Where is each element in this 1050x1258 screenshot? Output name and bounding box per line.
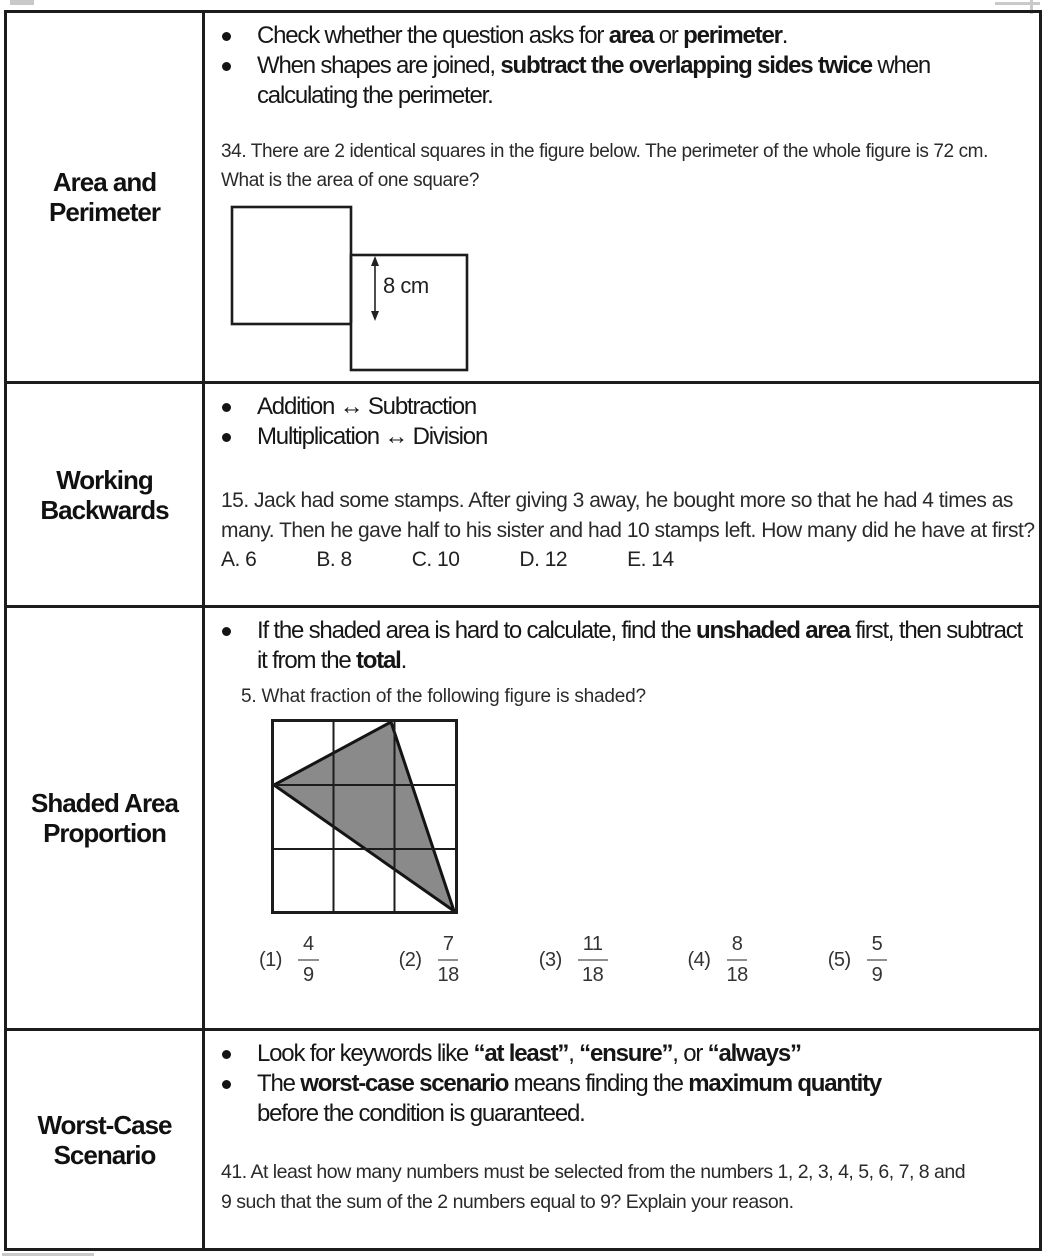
numerator: 7 bbox=[438, 933, 459, 961]
tip-text-bold: “ensure” bbox=[579, 1040, 673, 1067]
tip-text-bold: maximum quantity bbox=[688, 1070, 882, 1097]
tip-text-bold: perimeter bbox=[683, 22, 782, 49]
option-label: (5) bbox=[827, 948, 851, 971]
tip-text: when calculating the perimeter. bbox=[257, 52, 930, 109]
option-4 bbox=[688, 933, 748, 987]
tip-text: Look for keywords like bbox=[257, 1040, 474, 1067]
fraction bbox=[867, 933, 888, 987]
tip-text: . bbox=[781, 22, 788, 49]
tip-text: means finding the bbox=[508, 1070, 689, 1097]
row-label-worst-case bbox=[7, 1028, 205, 1248]
tip-text: If the shaded area is hard to calculate, find the bbox=[257, 617, 696, 644]
tip-text: or bbox=[653, 22, 684, 49]
scan-artifact bbox=[10, 0, 34, 5]
choice-a: A. 6 bbox=[221, 548, 257, 571]
row-content-area-perimeter bbox=[205, 13, 1039, 381]
option-1 bbox=[259, 933, 319, 987]
row-content-worst-case bbox=[205, 1028, 1039, 1248]
option-5 bbox=[828, 933, 888, 987]
row-label-line: Area and bbox=[52, 167, 157, 197]
choice-d: D. 12 bbox=[519, 548, 568, 571]
squares-drawing bbox=[229, 203, 473, 375]
option-label: (2) bbox=[398, 948, 422, 971]
tip-item: Addition ↔ Subtraction bbox=[205, 392, 1039, 422]
choice-c: C. 10 bbox=[411, 548, 460, 571]
shaded-grid-figure bbox=[271, 719, 458, 915]
option-label: (3) bbox=[538, 948, 562, 971]
row-label-line: Proportion bbox=[43, 818, 166, 848]
tip-item bbox=[205, 51, 955, 111]
tips-list bbox=[205, 392, 1039, 452]
row-label-line: Working bbox=[56, 464, 153, 495]
overlapping-squares-figure bbox=[229, 203, 473, 375]
tip-item bbox=[205, 21, 955, 51]
grid-triangle-drawing bbox=[271, 719, 458, 915]
choice-b: B. 8 bbox=[316, 548, 352, 571]
tip-text-bold: “at least” bbox=[473, 1040, 569, 1067]
question-15: 15. Jack had some stamps. After giving 3 away, he bought more so that he had 4 times as many. Then he gave half to his sister and had 10 stamps left. How many did he have at first? bbox=[221, 489, 1035, 542]
question-41: 41. At least how many numbers must be selected from the numbers 1, 2, 3, 4, 5, 6, 7, 8 and 9 such that the sum of the 2 numbers equal to 9? Explain your reason. bbox=[221, 1161, 966, 1213]
row-label-line: Backwards bbox=[40, 494, 169, 525]
question-34: 34. There are 2 identical squares in the figure below. The perimeter of the whole figure is 72 cm. What is the area of one square? bbox=[221, 141, 988, 191]
option-label: (4) bbox=[687, 948, 711, 971]
tip-item: Multiplication ↔ Division bbox=[205, 422, 1039, 452]
scan-artifact bbox=[2, 1253, 94, 1256]
denominator: 18 bbox=[437, 964, 459, 986]
tip-text: , bbox=[568, 1040, 580, 1067]
row-label-line: Worst-Case bbox=[37, 1109, 172, 1140]
denominator: 9 bbox=[302, 964, 314, 986]
fraction bbox=[578, 933, 608, 987]
numerator: 8 bbox=[727, 933, 748, 961]
dimension-label: 8 cm bbox=[383, 273, 429, 298]
numerator: 5 bbox=[867, 933, 888, 961]
strategy-table bbox=[4, 10, 1042, 1251]
fraction bbox=[726, 933, 747, 987]
tip-item bbox=[205, 1039, 945, 1069]
answer-choices bbox=[221, 548, 1039, 572]
option-2 bbox=[399, 933, 459, 987]
scan-artifact bbox=[995, 2, 1040, 5]
tip-text: first, then subtract it from the bbox=[257, 617, 1023, 674]
fraction bbox=[438, 933, 459, 987]
denominator: 9 bbox=[871, 964, 883, 986]
tips-list bbox=[205, 616, 1035, 676]
row-label-line: Perimeter bbox=[49, 197, 160, 227]
tip-text: When shapes are joined, bbox=[257, 52, 501, 79]
row-label-line: Scenario bbox=[53, 1139, 156, 1170]
tip-text-bold: area bbox=[608, 22, 654, 49]
tip-text-bold: subtract the overlapping sides twice bbox=[500, 52, 872, 79]
row-label-line: Shaded Area bbox=[31, 788, 178, 818]
row-label-working-backwards bbox=[7, 381, 205, 605]
question-5: 5. What fraction of the following figure is shaded? bbox=[241, 686, 646, 707]
tips-list bbox=[205, 21, 955, 111]
tip-text: before the condition is guaranteed. bbox=[257, 1100, 585, 1127]
tip-text-bold: total bbox=[355, 647, 401, 674]
numerator: 4 bbox=[298, 933, 319, 961]
tip-item bbox=[205, 1069, 945, 1129]
tip-text-bold: “always” bbox=[707, 1040, 801, 1067]
numerator: 11 bbox=[578, 933, 608, 961]
tip-text: Check whether the question asks for bbox=[257, 22, 609, 49]
tip-text: . bbox=[400, 647, 407, 674]
tip-item bbox=[205, 616, 1035, 676]
tips-list bbox=[205, 1039, 945, 1129]
option-3 bbox=[539, 933, 608, 987]
tip-text: , or bbox=[672, 1040, 708, 1067]
fraction bbox=[298, 933, 319, 987]
denominator: 18 bbox=[581, 964, 604, 986]
row-content-working-backwards bbox=[205, 381, 1039, 605]
tip-text-bold: worst-case scenario bbox=[300, 1070, 509, 1097]
tip-text-bold: unshaded area bbox=[696, 617, 850, 644]
row-content-shaded-area bbox=[205, 605, 1039, 1028]
option-label: (1) bbox=[259, 948, 282, 971]
row-label-area-perimeter bbox=[7, 13, 205, 381]
row-label-shaded-area bbox=[7, 605, 205, 1028]
choice-e: E. 14 bbox=[627, 548, 674, 571]
denominator: 18 bbox=[726, 964, 748, 986]
fraction-options bbox=[259, 933, 1039, 987]
tip-text: The bbox=[257, 1070, 301, 1097]
